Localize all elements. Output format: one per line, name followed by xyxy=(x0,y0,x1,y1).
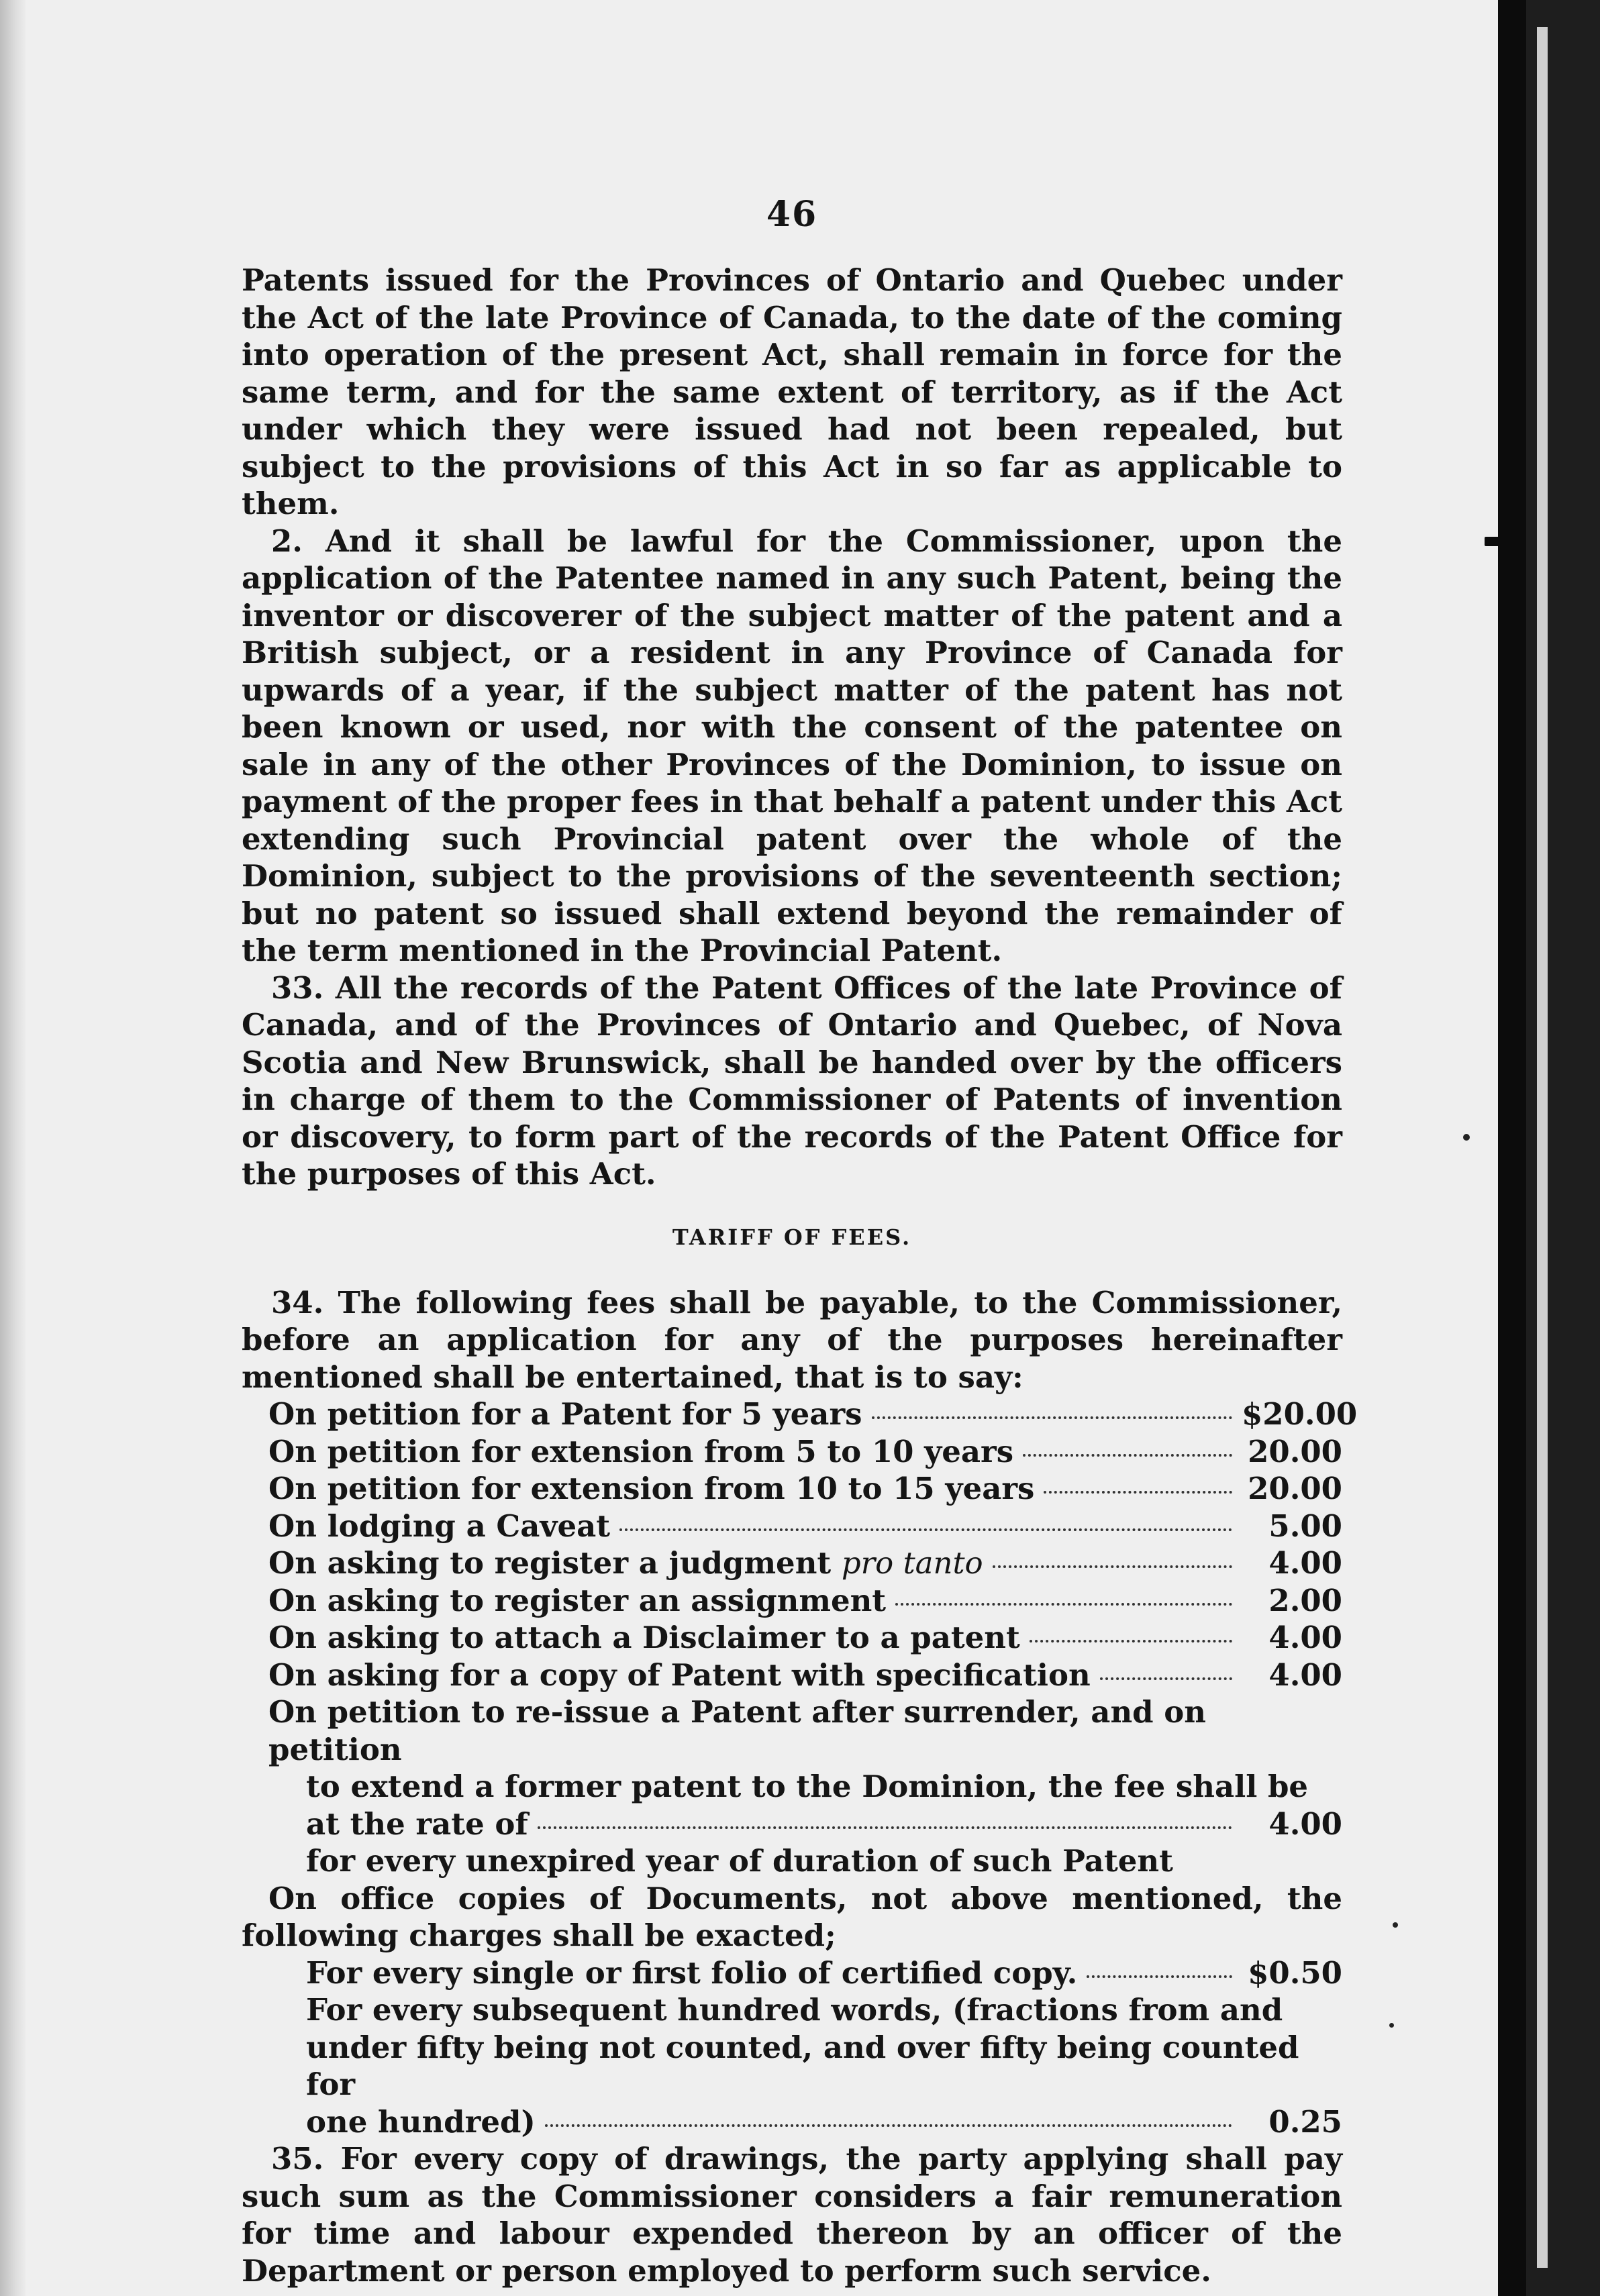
dot-leader xyxy=(1087,1975,1232,1978)
fee-description: On petition for extension from 10 to 15 years xyxy=(268,1471,1035,1506)
fee-row xyxy=(242,1508,1342,1545)
reissue-line-2: to extend a former patent to the Dominion, the fee shall be xyxy=(306,1769,1309,1804)
reissue-note: for every unexpired year of duration of such Patent xyxy=(306,1843,1173,1879)
fee-description: On asking to attach a Disclaimer to a patent xyxy=(268,1620,1020,1655)
reissue-line-1: On petition to re-issue a Patent after surrender, and on petition xyxy=(268,1694,1207,1767)
dot-leader xyxy=(545,2124,1232,2127)
dot-leader xyxy=(872,1416,1233,1419)
charge-description: For every single or first folio of certified copy. xyxy=(306,1954,1078,1991)
fee-description: at the rate of xyxy=(306,1806,528,1842)
fee-description: On asking to register an assignment xyxy=(268,1582,887,1618)
binding-notch xyxy=(1485,537,1505,546)
fee-description-text: On asking to register a judgment xyxy=(268,1545,842,1581)
fee-description xyxy=(268,1545,983,1582)
reissue-rate-row xyxy=(242,1806,1342,1843)
fee-amount: 4.00 xyxy=(1268,1657,1342,1693)
fee-amount: 2.00 xyxy=(1268,1582,1342,1618)
tariff-heading: TARIFF OF FEES. xyxy=(672,1224,912,1250)
ink-speck xyxy=(1389,2023,1394,2028)
charge-amount: 0.25 xyxy=(1268,2103,1342,2140)
fee-row xyxy=(242,1396,1358,1433)
fee-row xyxy=(242,1470,1342,1508)
book-binding xyxy=(1498,0,1526,2296)
charge-row-subsequent xyxy=(242,2103,1342,2141)
fee-amount: 20.00 xyxy=(1248,1433,1342,1469)
dot-leader xyxy=(993,1565,1232,1568)
fee-amount: 4.00 xyxy=(1268,1545,1342,1581)
dot-leader xyxy=(619,1528,1232,1531)
fee-row xyxy=(242,1657,1342,1694)
fee-amount: 4.00 xyxy=(1268,1806,1342,1842)
dot-leader xyxy=(1100,1677,1232,1680)
dot-leader xyxy=(1030,1640,1232,1642)
fee-list xyxy=(242,1396,1358,1693)
fee-description: On asking for a copy of Patent with specification xyxy=(268,1657,1091,1693)
charge-description: one hundred) xyxy=(306,2103,536,2140)
fee-row xyxy=(242,1582,1342,1620)
dot-leader xyxy=(895,1603,1232,1606)
reissue-fee-block xyxy=(242,1693,1342,1806)
fee-row xyxy=(242,1619,1342,1657)
office-copies-intro: On office copies of Documents, not above mentioned, the following charges shall be exacted; xyxy=(242,1880,1342,1953)
fee-amount: 5.00 xyxy=(1268,1508,1342,1544)
charge-line-2: under fifty being not counted, and over fifty being counted for xyxy=(306,2029,1299,2102)
fee-description: On petition for a Patent for 5 years xyxy=(268,1396,862,1432)
ink-speck xyxy=(1393,1922,1398,1928)
ink-speck xyxy=(1463,1134,1470,1141)
fee-amount: 4.00 xyxy=(1268,1620,1342,1655)
paragraph-section-35: 35. For every copy of drawings, the party applying shall pay such sum as the Commissioner considers a fair remuneration for time and labour expended thereon by an officer of the Department or person employed to perform such service. xyxy=(242,2141,1342,2289)
dot-leader xyxy=(1023,1454,1232,1457)
page-content xyxy=(242,194,1358,2289)
paragraph-section-33: 33. All the records of the Patent Offices of the late Province of Canada, and of the Provinces of Ontario and Quebec, of Nova Scotia and New Brunswick, shall be handed over by the officers in charge of them to the Commissioner of Patents of invention or discovery, to form part of the records of the Patent Office for the purposes of this Act. xyxy=(242,970,1342,1192)
fee-description-latin: pro tanto xyxy=(841,1545,983,1581)
paragraph-continuation: Patents issued for the Provinces of Ontario and Quebec under the Act of the late Province of Canada, to the date of the coming into operation of the present Act, shall remain in force for the same term, and for the same extent of territory, as if the Act under which they were issued had not been repealed, but subject to the provisions of this Act in so far as applicable to them. xyxy=(242,262,1342,521)
fee-amount: 20.00 xyxy=(1248,1471,1342,1506)
facing-page-gap xyxy=(1537,27,1548,2268)
dot-leader xyxy=(1044,1491,1232,1494)
fee-amount: $20.00 xyxy=(1242,1396,1358,1432)
charge-line-1: For every subsequent hundred words, (fractions from and xyxy=(306,1992,1283,2028)
fee-description: On petition for extension from 5 to 10 years xyxy=(268,1433,1014,1469)
fee-row xyxy=(242,1433,1342,1471)
paragraph-subsection-2: 2. And it shall be lawful for the Commissioner, upon the application of the Patentee named in any such Patent, being the inventor or discoverer of the subject matter of the patent and a British subject, or a resident in any Province of Canada for upwards of a year, if the subject matter of the patent has not been known or used, nor with the consent of the patentee on sale in any of the other Provinces of the Dominion, to issue on payment of the proper fees in that behalf a patent under this Act extending such Provincial patent over the whole of the Dominion, subject to the provisions of the seventeenth section; but no patent so issued shall extend beyond the remainder of the term mentioned in the Provincial Patent. xyxy=(242,523,1342,968)
page-left-shadow xyxy=(0,0,26,2296)
charge-amount: $0.50 xyxy=(1248,1954,1342,1991)
dot-leader xyxy=(538,1826,1232,1829)
page-number: 46 xyxy=(766,194,818,235)
charge-subsequent-words xyxy=(242,1991,1342,2103)
paragraph-section-34: 34. The following fees shall be payable, to the Commissioner, before an application for any of the purposes hereinafter mentioned shall be entertained, that is to say: xyxy=(242,1284,1342,1395)
fee-row xyxy=(242,1545,1342,1582)
fee-description: On lodging a Caveat xyxy=(268,1508,611,1544)
charge-row-first-folio xyxy=(242,1954,1342,1992)
